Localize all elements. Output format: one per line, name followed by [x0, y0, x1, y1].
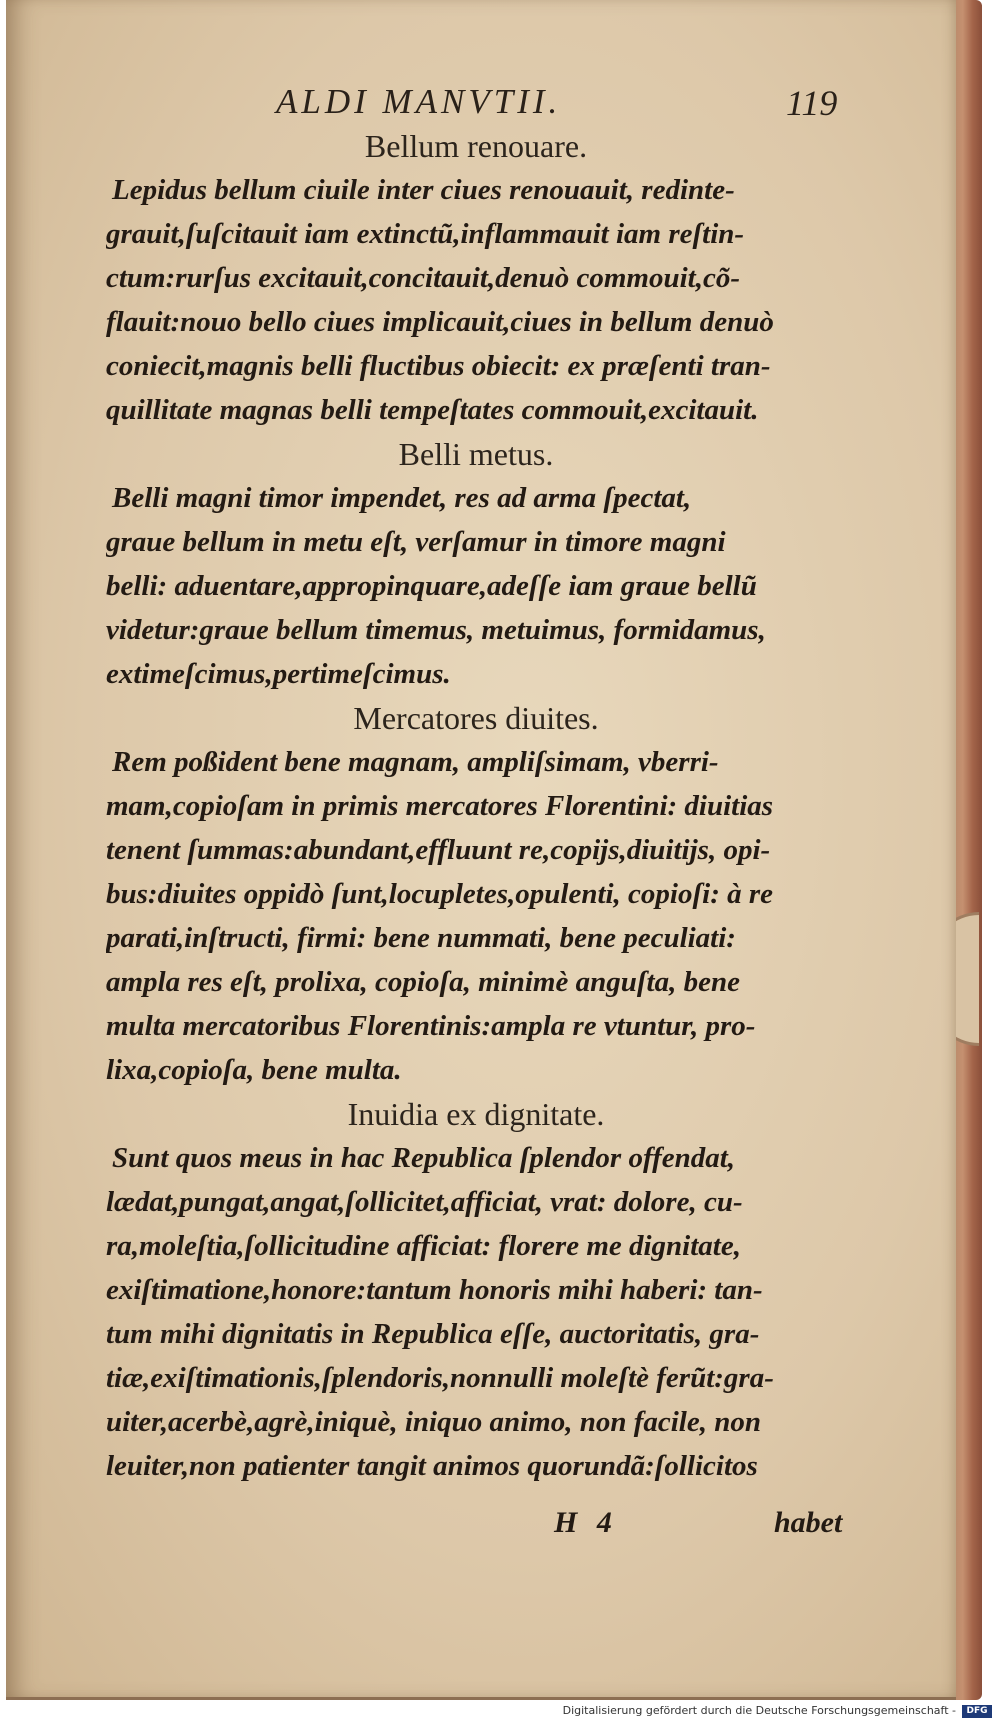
footer-credit: Digitalisierung gefördert durch die Deutsche Forschungsgemeinschaft - — [562, 1704, 956, 1717]
text-line: ctum:rurſus excitauit,concitauit,denuò commouit,cõ- — [106, 262, 741, 294]
text-block — [106, 124, 846, 1488]
text-line: coniecit,magnis belli fluctibus obiecit: ex præſenti tran- — [106, 350, 771, 382]
text-line: exiſtimatione,honore:tantum honoris mihi haberi: tan- — [106, 1274, 763, 1306]
section — [106, 432, 846, 696]
text-line: flauit:nouo bello ciues implicauit,ciues in bellum denuò — [106, 306, 774, 338]
text-line: tiæ,exiſtimationis,ſplendoris,nonnulli moleſtè ferũt:gra- — [106, 1362, 774, 1394]
section — [106, 124, 846, 432]
section — [106, 1092, 846, 1488]
digitization-footer — [0, 1700, 1000, 1723]
text-line: belli: aduentare,appropinquare,adeſſe iam graue bellũ — [106, 570, 757, 602]
text-line: mam,copioſam in primis mercatores Florentini: diuitias — [106, 790, 774, 822]
text-line: quillitate magnas belli tempeſtates commouit,excitauit. — [106, 394, 759, 426]
running-head-title: ALDI MANVTII. — [276, 82, 562, 121]
text-line: extimeſcimus,pertimeſcimus. — [106, 658, 451, 690]
section-heading: Inuidia ex dignitate. — [347, 1096, 605, 1132]
text-line: graue bellum in metu eſt, verſamur in timore magni — [106, 526, 726, 558]
text-line: Rem poßident bene magnam, ampliſsimam, vberri- — [112, 746, 719, 778]
text-line: lixa,copioſa, bene multa. — [106, 1054, 402, 1086]
text-line: multa mercatoribus Florentinis:ampla re vtuntur, pro- — [106, 1010, 756, 1042]
text-line: grauit,ſuſcitauit iam extinctũ,inflammauit iam reſtin- — [106, 218, 745, 250]
text-line: lædat,pungat,angat,ſollicitet,afficiat, vrat: dolore, cu- — [106, 1186, 743, 1218]
text-line: parati,inſtructi, firmi: bene nummati, bene peculiati: — [106, 922, 736, 954]
text-line: Lepidus bellum ciuile inter ciues renouauit, redinte- — [112, 174, 735, 206]
catchline — [6, 1506, 956, 1546]
text-line: ra,moleſtia,ſollicitudine afficiat: florere me dignitate, — [106, 1230, 741, 1262]
book-page — [6, 0, 956, 1700]
signature-mark: H 4 — [554, 1506, 618, 1539]
dfg-logo: DFG — [962, 1705, 992, 1718]
section-heading: Belli metus. — [398, 436, 554, 472]
page-number: 119 — [786, 83, 838, 123]
text-line: Sunt quos meus in hac Republica ſplendor offendat, — [112, 1142, 736, 1174]
text-line: tum mihi dignitatis in Republica eſſe, auctoritatis, gra- — [106, 1318, 760, 1350]
text-line: videtur:graue bellum timemus, metuimus, formidamus, — [106, 614, 766, 646]
text-line: uiter,acerbè,agrè,iniquè, iniquo animo, non facile, non — [106, 1406, 761, 1438]
section-heading: Mercatores diuites. — [353, 700, 599, 736]
text-line: Belli magni timor impendet, res ad arma ſpectat, — [112, 482, 692, 514]
catchword: habet — [774, 1506, 843, 1539]
text-line: leuiter,non patienter tangit animos quorundã:ſollicitos — [106, 1450, 758, 1482]
text-line: tenent ſummas:abundant,effluunt re,copijs,diuitijs, opi- — [106, 834, 771, 866]
text-line: ampla res eſt, prolixa, copioſa, minimè anguſta, bene — [106, 966, 740, 998]
section — [106, 696, 846, 1092]
section-heading: Bellum renouare. — [364, 128, 588, 164]
text-line: bus:diuites oppidò ſunt,locupletes,opulenti, copioſi: à re — [106, 878, 774, 910]
